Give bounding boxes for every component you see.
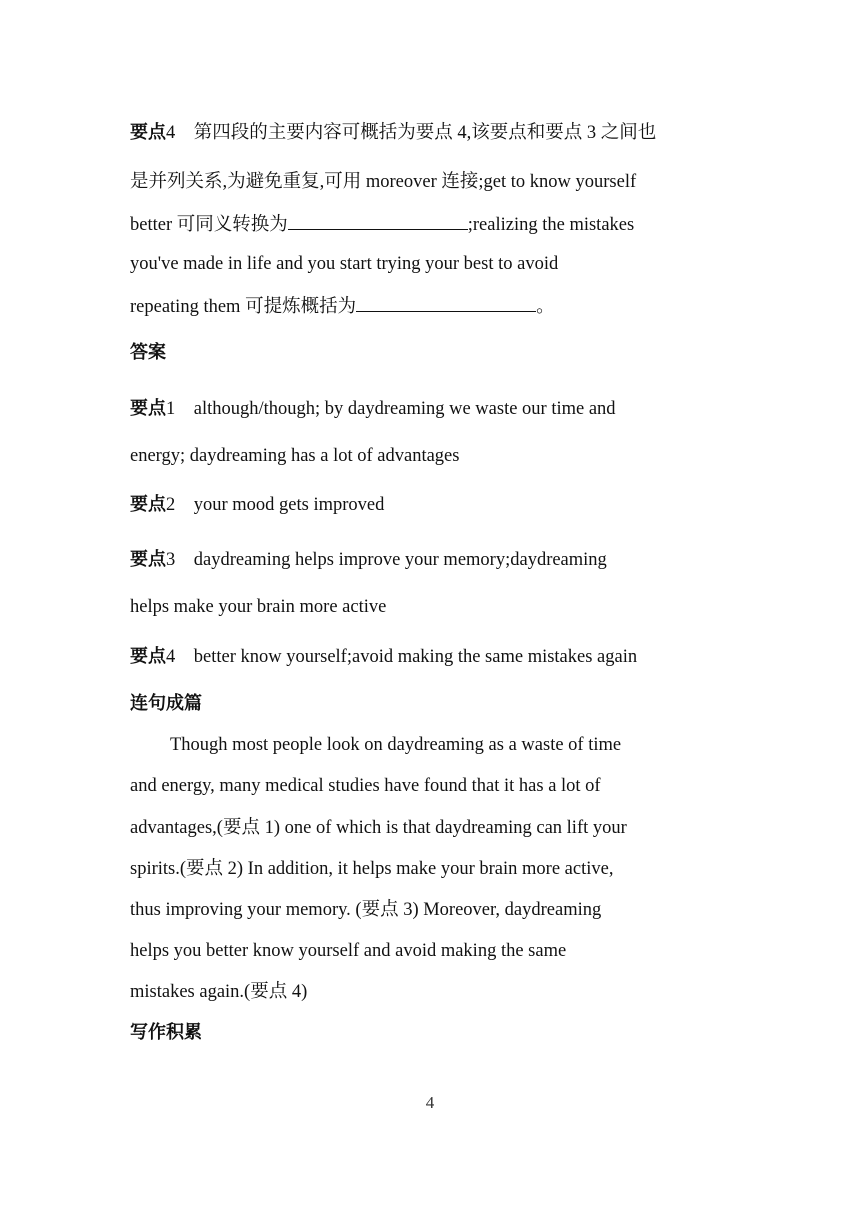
point-label: 要点 xyxy=(130,398,166,419)
point-number: 4 xyxy=(166,123,176,143)
prompt-text: 第四段的主要内容可概括为要点 4,该要点和要点 3 之间也 xyxy=(193,123,657,143)
point-number: 3 xyxy=(166,550,176,570)
paragraph-line-2: and energy, many medical studies have found that it has a lot of xyxy=(130,776,601,796)
point-label: 要点 xyxy=(130,549,166,570)
paragraph-line-5: thus improving your memory. (要点 3) Moreover, daydreaming xyxy=(130,900,602,920)
prompt-text: repeating them 可提炼概括为 xyxy=(130,297,357,317)
paragraph-line-6: helps you better know yourself and avoid making the same xyxy=(130,941,567,961)
answer-4-line-1 xyxy=(130,645,730,669)
paragraph-line-1: Though most people look on daydreaming as a waste of time xyxy=(170,735,622,755)
answer-text: although/though; by daydreaming we waste our time and xyxy=(193,399,616,419)
point-number: 2 xyxy=(166,495,176,515)
point-label: 要点 xyxy=(130,122,166,143)
answer-blank-1[interactable] xyxy=(288,211,468,230)
answer-2-line-1 xyxy=(130,493,730,517)
answer-3-line-1 xyxy=(130,548,730,572)
page-number: 4 xyxy=(425,1093,435,1112)
answer-1-line-2: energy; daydreaming has a lot of advantages xyxy=(130,446,460,466)
point4-line-2: 是并列关系,为避免重复,可用 moreover 连接;get to know yourself xyxy=(130,172,637,192)
point4-line-5 xyxy=(130,293,730,319)
point4-line-1 xyxy=(130,121,730,145)
point-label: 要点 xyxy=(130,494,166,515)
answer-text: your mood gets improved xyxy=(193,495,385,515)
prompt-text: 。 xyxy=(536,297,555,317)
paragraph-line-4: spirits.(要点 2) In addition, it helps make your brain more active, xyxy=(130,859,614,879)
compose-heading: 连句成篇 xyxy=(130,693,202,714)
writing-heading: 写作积累 xyxy=(130,1022,202,1043)
answer-blank-2[interactable] xyxy=(356,293,536,312)
point-number: 1 xyxy=(166,399,176,419)
answer-heading: 答案 xyxy=(130,342,166,363)
answer-text: daydreaming helps improve your memory;daydreaming xyxy=(193,550,607,570)
point4-line-3 xyxy=(130,211,730,237)
point-number: 4 xyxy=(166,647,176,667)
paragraph-line-7: mistakes again.(要点 4) xyxy=(130,982,308,1002)
point4-line-4: you've made in life and you start trying your best to avoid xyxy=(130,254,559,274)
paragraph-line-3: advantages,(要点 1) one of which is that daydreaming can lift your xyxy=(130,818,627,838)
prompt-text: ;realizing the mistakes xyxy=(467,215,635,235)
answer-1-line-1 xyxy=(130,397,730,421)
prompt-text: better 可同义转换为 xyxy=(130,215,288,235)
answer-3-line-2: helps make your brain more active xyxy=(130,597,387,617)
point-label: 要点 xyxy=(130,646,166,667)
answer-text: better know yourself;avoid making the same mistakes again xyxy=(193,647,638,667)
